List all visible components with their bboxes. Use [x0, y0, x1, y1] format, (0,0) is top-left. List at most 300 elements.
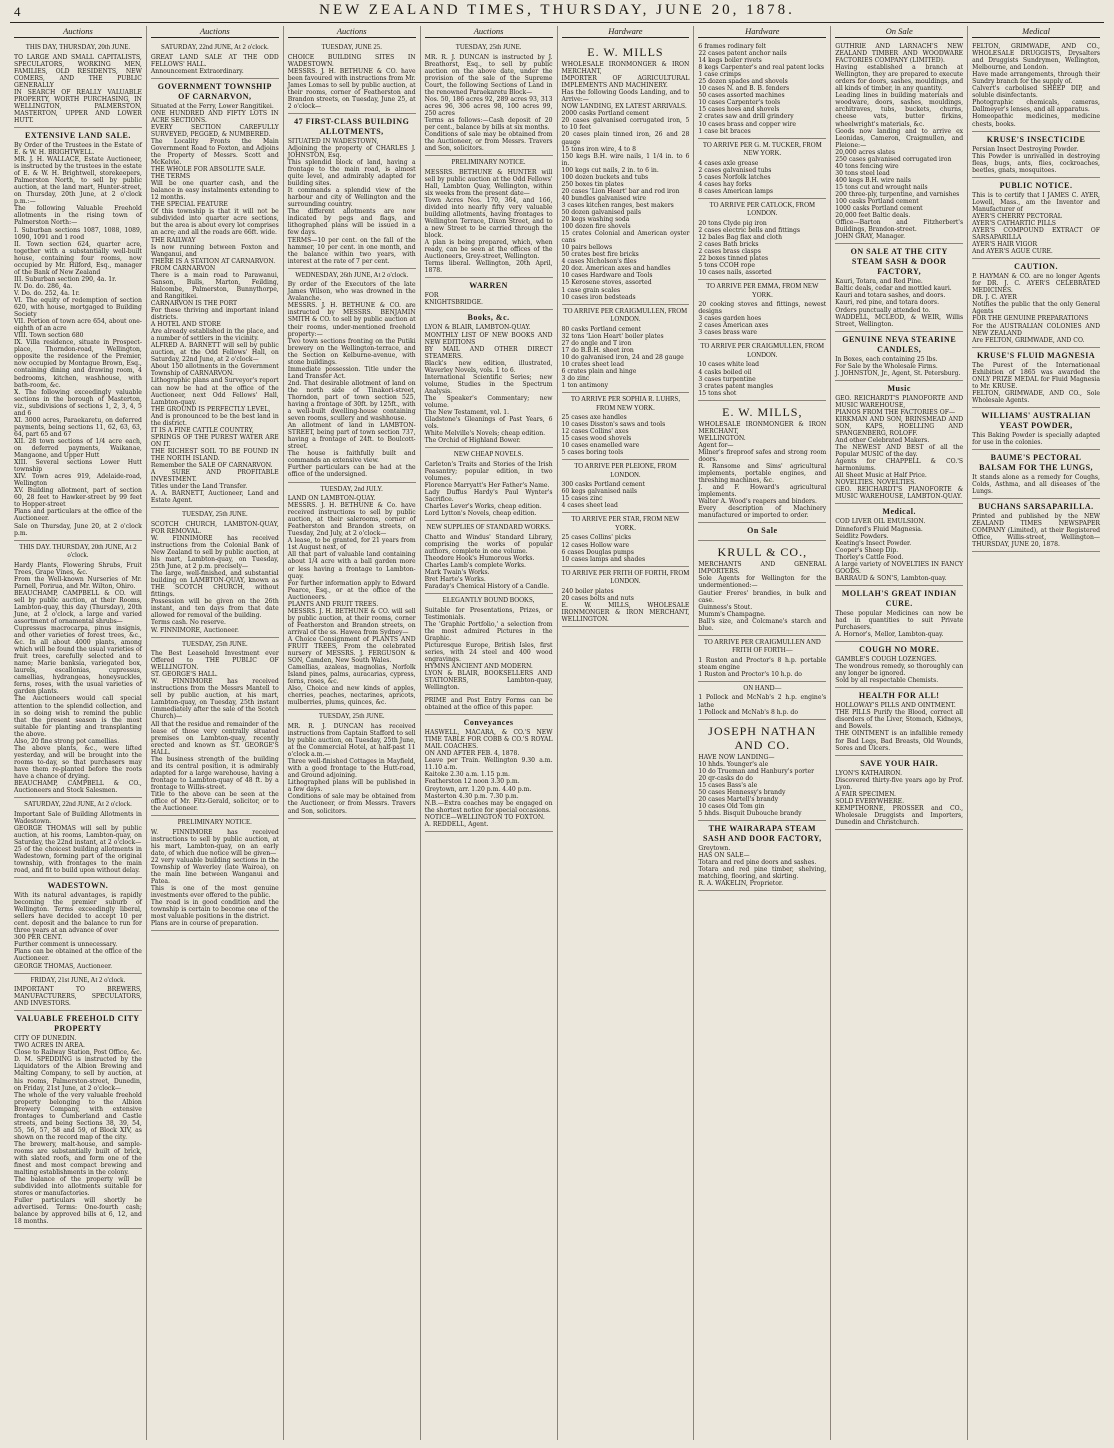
ad-text-line: Also, 20 fine strong pot camellias. — [14, 737, 120, 745]
ad-text-line: 50 dozen galvanised pails — [561, 208, 642, 216]
ad-text-line: Lady Duffus Hardy's Paul Wynter's Sacrifice. — [424, 488, 553, 503]
ad-text-line: 10 cases nails, assorted — [698, 269, 772, 277]
ad-text-line: MONTHLY LIST OF NEW BOOKS AND NEW EDITIONS — [424, 331, 553, 346]
ad-text-line: GEORGE THOMAS, Auctioneer. — [14, 962, 113, 970]
ad-text-line: 100 dozen fire shovels — [561, 223, 631, 231]
ad-text-line: 25 dozen spades and shovels — [698, 78, 788, 86]
ad-text-line: Notifies the public that the only General Agents — [972, 301, 1100, 316]
ad-text-line: W. FINNIMORE has received instructions from the Messrs Mantell to sell by public auction, at his mart, Lambton-quay, on Tuesday, 25th instant (immediately after the sale of the Scotch Church)— — [150, 678, 279, 721]
ad-subheading: SATURDAY, 22nd JUNE, At 2 o'clock. — [160, 44, 269, 51]
ad-text-line: MR. R. J. DUNCAN is instructed by J. Breathorst, Esq., to sell by public auction on the above date, under the provision of the sale of the Supreme Court, the following Sections of Land in the renowned Paraekaretu Block— — [424, 53, 553, 96]
ad-subheading: TO ARRIVE PER EMMA, FROM NEW YORK. — [706, 283, 819, 299]
column-heading: Medical — [972, 26, 1100, 38]
ad-subheading: TUESDAY, 25th JUNE. — [318, 713, 385, 721]
ad-text-line: Immediate possession. Title under the Land Transfer Act. — [287, 365, 416, 380]
ad-title: THE WAIRARAPA STEAM SASH AND DOOR FACTORY, — [703, 824, 822, 844]
ad-text-line: 10 cases iron bedsteads — [561, 293, 636, 301]
ad-text-line: XIV. Town acres 919, Adelaide-road, Wellington — [14, 473, 142, 488]
ad-text-line: 1 Ruston and Proctor's 10 h.p. do — [698, 670, 802, 678]
ad-text-line: For the AUSTRALIAN COLONIES AND NEW ZEALAND — [972, 322, 1100, 337]
ad-text-line: NOVELTIES. NOVELTIES. — [835, 479, 917, 487]
ad-text-line: Walter A. Wood's reapers and binders. — [698, 498, 817, 506]
ad-text-line: D. M. SPEDDING is instructed by the Liquidators of the Albion Brewing and Malting Company, to sell by auction, at his rooms, Palmerston-street, Dunedin, on Friday, 21st June, at 2 o'clock— — [14, 1056, 142, 1092]
ad-text-line: From the Well-known Nurseries of Mr. Parnell, Porirua, and Mr. Wilton, Ohiro. — [14, 575, 142, 590]
advertisement — [425, 594, 553, 695]
advertisement — [972, 450, 1100, 499]
advertisement — [835, 332, 963, 381]
ad-text-line: HOLLOWAY'S PILLS AND OINTMENT. — [835, 702, 956, 710]
ad-text-line: AYER'S HAIR VIGOR — [972, 241, 1038, 249]
column-5 — [558, 26, 695, 1440]
ad-text-line: Dinneford's Fluid Magnesia. — [835, 525, 923, 533]
ad-text-line: 14 kegs boiler rivets — [698, 57, 762, 65]
advertisement — [288, 269, 416, 483]
column-7 — [831, 26, 968, 1440]
column-heading: Hardware — [698, 26, 826, 38]
advertisement — [972, 499, 1100, 552]
ad-text-line: JOHN GRAY, Manager. — [835, 233, 906, 241]
ad-text-line: IX. Villa residence, situate in Prospect-place, Thorndon-road, Wellington, opposite the residence of the Premier, now occupied by Montague Brown, Esq., containing dining and drawing room, 4 bedrooms, kitchen, washhouse, with bath-room, &c. — [14, 339, 142, 389]
ad-text-line: MESSRS. J. H. BETHUNE & Co. have received instructions to sell by public auction, at their salerooms, corner of Featherston and Brandon streets, on Tuesday, 2nd July, at 2 o'clock— — [287, 502, 416, 538]
ad-text-line: The road is in good condition and the township is certain to become one of the most valuable positions in the district. — [150, 899, 279, 921]
ad-text-line: TO LARGE AND SMALL CAPITALISTS, SPECULATORS, WORKING MEN, FAMILIES, OLD RESIDENTS, NEW COMERS, AND THE PUBLIC GENERALLY — [14, 53, 142, 89]
ad-text-line: This is to certify that I JAMES C. AYER, Lowell, Mass., am the Inventor and Manufacturer of — [972, 191, 1100, 213]
ad-text-line: The following Valuable Freehold allotments in the rising town of Palmerston North:— — [14, 205, 142, 227]
ad-subheading: TO ARRIVE PER G. M. TUCKER, FROM NEW YORK. — [702, 141, 822, 158]
ad-text-line: 20 cases Martell's brandy — [698, 795, 779, 803]
ad-text-line: 1 Ruston and Proctor's 8 h.p. portable steam engine — [698, 656, 827, 671]
ad-subheading: TO ARRIVE PER CRAIGMULLEN, FROM LONDON. — [700, 343, 825, 359]
advertisement — [698, 41, 826, 139]
ad-text-line: A lease, to be granted, for 21 years from 1st August next, of — [287, 537, 416, 552]
ad-text-line: Camellias, azaleas, magnolias, Norfolk Island pines, palms, auracarias, cypress, ferns, roses, &c. — [287, 664, 416, 686]
ad-text-line: Lithographed plans will be published in a few days. — [287, 779, 416, 794]
ad-title: CAUTION. — [1014, 262, 1058, 272]
ad-text-line: The NEWEST AND BEST of all the Popular MUSIC of the day. — [835, 444, 964, 459]
ad-text-line: Close to Railway Station, Post Office, &c. — [14, 1049, 142, 1057]
ad-text-line: 4 cases axle grease — [698, 159, 759, 167]
ad-text-line: 1 case bit braces — [698, 127, 751, 135]
ad-text-line: 3 cases brass ware — [698, 329, 758, 337]
advertisement — [151, 638, 279, 817]
ad-text-line: 20 cooking stoves and fittings, newest designs — [698, 301, 827, 316]
ad-text-line: COD LIVER OIL EMULSION. — [835, 518, 926, 526]
ad-subheading: PRELIMINARY NOTICE. — [451, 159, 526, 167]
ad-subheading: TO ARRIVE PER FRITH OF FORTH, FROM LONDON. — [561, 569, 690, 586]
ad-text-line: There is a main road to Parawanui, Sanson, Bulls, Marton, Feilding, Halcombe, Palmerston, Bunnythorpe, and Rangitikei. — [150, 271, 279, 300]
ad-text-line: Faraday's Chemical History of a Candle. — [424, 582, 550, 590]
ad-text-line: AYER'S CHERRY PECTORAL — [972, 212, 1062, 220]
ad-text-line: It commands a splendid view of the harbour and city of Wellington and the surrounding country. — [287, 187, 416, 209]
advertisement — [698, 340, 826, 400]
ad-text-line: 2 cases brass clasps — [698, 248, 761, 256]
ad-text-line: A SURE AND PROFITABLE INVESTMENT. — [150, 469, 279, 484]
ad-text-line: Goods now landing and to arrive ex Leonidas, Cameron, Craigmullen, and Pleione:— — [835, 127, 964, 149]
ad-text-line: 1 Pollock and McNab's 2 h.p. engine's lathe — [698, 694, 827, 709]
ad-text-line: 1 case grain scales — [561, 286, 621, 294]
ad-text-line: Homeopathic medicines, medicine chests, books. — [972, 113, 1100, 128]
ad-text-line: Mumm's Champagne. — [698, 610, 766, 618]
ad-text-line: THE PILLS Purify the Blood, correct all disorders of the Liver, Stomach, Kidneys, and Bowels. — [835, 709, 964, 731]
ad-text-line: The business strength of the building and its central position, it is admirably adapted for a large warehouse, having a frontage to Lambton-quay of 48 ft. by a frontage to Willis-street. — [150, 755, 279, 791]
ad-text-line: Persian Insect Destroying Powder. — [972, 145, 1079, 153]
ad-title: BUCHANS SARSAPARILLA. — [978, 502, 1094, 512]
ad-text-line: Will be one quarter cash, and the balance in easy instalments extending to 12 months. — [150, 180, 279, 202]
ad-text-line: Town Acres Nos. 170, 364, and 166, divided into nearly fifty very valuable building allotments, having frontages to Wellington Terrace, Dixon Street, and to a new Street to be carried through the block. — [424, 196, 553, 240]
ad-text-line: The brewery, malt-house, and sample-rooms are substantially built of brick, with slated roofs, and form one of the finest and most compact brewing and malting establishments in the colony. — [14, 1140, 142, 1177]
ad-subheading: TUESDAY, 25th JUNE. — [181, 640, 248, 648]
ad-text-line: Charles Lever's Works, cheap edition. — [424, 503, 542, 511]
ad-text-line: For these thriving and important inland districts. — [150, 307, 279, 322]
ad-text-line: 20,000 acres slates — [835, 148, 896, 156]
ad-text-line: A Choice Consignment of PLANTS AND FRUIT TREES, From the celebrated nursery of MESSRS. J. FERGUSON & SON, Camden, New South Wales. — [287, 635, 416, 665]
ad-text-line: THE RAILWAY — [150, 236, 196, 244]
ad-text-line: 3 crates patent mangles — [698, 382, 774, 390]
ad-text-line: 15 tons shot — [698, 389, 737, 397]
ad-title: GENUINE NEVA STEARINE CANDLES, — [842, 334, 957, 354]
ad-text-line: Baltic deals, cedar and mottled kauri. — [835, 285, 952, 293]
ad-text-line: GEO. REICHARDT'S PIANOFORTE & MUSIC WAREHOUSE, LAMBTON-QUAY. — [835, 486, 964, 501]
ad-text-line: 50 crates best fire bricks — [561, 251, 639, 259]
ad-title: SAVE YOUR HAIR. — [860, 758, 939, 768]
ad-text-line: Masterton 4.30 p.m. 7.30 p.m. — [424, 792, 519, 800]
ad-text-line: The Best Leasehold Investment ever Offered to THE PUBLIC OF WELLINGTON. — [150, 650, 279, 672]
advertisement — [151, 41, 279, 79]
advertisement — [425, 521, 553, 594]
ad-text-line: These popular Medicines can now be had in quantities to suit Private Purchasers. — [835, 609, 964, 631]
ad-text-line: BY MAIL AND OTHER DIRECT STEAMERS. — [424, 345, 553, 360]
ad-title: Medical. — [882, 507, 916, 517]
ad-text-line: N.B.—Extra coaches may be engaged on the shortest notice for special occasions. — [424, 799, 553, 814]
ad-text-line: 2 cases American axes — [698, 322, 769, 330]
ad-text-line: Every description of Machinery manufactured or imported to order. — [698, 505, 827, 520]
ad-text-line: Hardy Plants, Flowering Shrubs, Fruit Trees, Grape Vines, &c. — [14, 561, 142, 576]
advertisement — [972, 178, 1100, 259]
advertisement — [835, 756, 963, 830]
ad-text-line: Is now running between Foxton and Wanganui, and — [150, 243, 279, 258]
ad-text-line: III. Suburban section 290, 4a. 1r. — [14, 275, 117, 283]
ad-text-line: 12 bales Bag flax and cloth — [698, 233, 783, 241]
advertisement — [698, 636, 826, 682]
ad-text-line: MESSRS. J. H. BETHUNE & CO. will sell by public auction, at their rooms, corner of Featherston and Brandon streets, on arrival of the ss. Hawea from Sydney— — [287, 607, 416, 636]
ad-text-line: FELTON, GRIMWADE, AND CO., Sole Wholesale Agents. — [972, 389, 1100, 404]
ad-text-line: FOR THE GENUINE PREPARATIONS — [972, 315, 1089, 323]
page-number: 4 — [14, 4, 21, 19]
ad-title: KRUSE'S INSECTICIDE — [986, 134, 1086, 144]
ad-text-line: Mark Twain's Works. — [424, 568, 490, 576]
ad-text-line: 15 tons iron wire, 4 to 8 — [561, 145, 636, 153]
ad-text-line: Seidlitz Powders. — [835, 532, 889, 540]
ad-text-line: 10 cases Hardware and Tools — [561, 272, 653, 280]
ad-text-line: Totara and red pine timber, shelving, matching, flooring, and skirting. — [698, 866, 827, 881]
ad-text-line: 2000 casks Portland cement — [561, 110, 649, 118]
ad-text-line: MESSRS. J. H. BETHUNE & CO. are instructed by MESSRS. BENJAMIN SMITH & CO. to sell by public auction at their rooms, under-mentioned freehold property:— — [287, 302, 416, 338]
ad-text-line: IV. Do. do. 286, 4a. — [14, 282, 73, 290]
column-4 — [421, 26, 558, 1440]
ad-subheading: TUESDAY, 25th JUNE. — [181, 511, 248, 519]
ad-text-line: Title to the above can be seen at the office of Mr. Fitz-Gerald, solicitor, or to the Auctioneer. — [150, 791, 279, 813]
ad-text-line: The wondrous remedy, so thoroughly can any longer be ignored. — [835, 663, 964, 678]
ad-text-line: THE WHOLE FOR ABSOLUTE SALE. — [150, 166, 266, 174]
ad-text-line: XI. 3000 acres, Paraekaretu, on deferred payments, being sections 11, 62, 63, 63, 64, part 65 and 67 — [14, 416, 142, 438]
ad-display-title: KRULL & CO., — [717, 545, 808, 560]
ad-text-line: Kauri, red pine, and totara doors. — [835, 299, 940, 307]
ad-text-line: Agent for— — [698, 441, 734, 449]
ad-text-line: 15 cases hoes and shovels — [698, 106, 780, 114]
ad-text-line: The balance of the property will be subdivided into allotments suitable for stores or manufactories. — [14, 1176, 142, 1198]
ad-text-line: Keating's Insect Powder. — [835, 539, 912, 547]
advertisement — [972, 408, 1100, 450]
ad-text-line: 4 cases sheet lead — [561, 502, 618, 510]
advertisement — [288, 483, 416, 711]
ad-display-title: E. W. MILLS — [587, 45, 664, 59]
advertisement — [835, 41, 963, 244]
ad-text-line: 12 cases Collins' axes — [561, 428, 629, 436]
ad-text-line: With its natural advantages, is rapidly becoming the premier suburb of Wellington. Terms exceedingly liberal, sellers have decided to accept 10 per cent. deposit and the balance to run for three years at an advance of over — [14, 892, 142, 935]
ad-subheading: TUESDAY, 2nd JULY. — [320, 485, 383, 493]
advertisement — [425, 448, 553, 521]
ad-text-line: 400 kegs B.H. wire nails — [835, 176, 911, 184]
ad-text-line: VI. The equity of redemption of section 620, with house, mortgaged to Building Society — [14, 297, 142, 319]
ad-text-line: 10 cases Old Tom gin — [698, 802, 765, 810]
advertisement — [835, 642, 963, 688]
ad-text-line: R. A. WAKELIN, Proprietor. — [698, 880, 784, 888]
advertisement — [14, 41, 142, 128]
ad-text-line: It stands alone as a remedy for Coughs, Colds, Asthma, and all diseases of the Lungs. — [972, 474, 1100, 496]
ad-text-line: A. REDDELL, Agent. — [424, 820, 489, 828]
ad-text-line: Possession will be given on the 26th instant, and ten days from that date allowed for removal of the building. — [150, 598, 279, 620]
ad-text-line: 1 Pollock and McNab's 8 h.p. do — [698, 708, 798, 716]
ad-text-line: 12 cases Hollow ware — [561, 541, 630, 549]
ad-text-line: Sole Agents for Wellington for the undermentioned:— — [698, 575, 827, 590]
ad-text-line: A. A. BARNETT, Auctioneer, Land and Estate Agent. — [150, 490, 279, 505]
ad-text-line: Black's new edition, illustrated, Waverley Novels, vols. 1 to 6. — [424, 359, 553, 374]
column-heading: Auctions — [14, 26, 142, 38]
ad-text-line: Theodore Hook's Humorous Works. — [424, 554, 535, 562]
ad-text-line: 22 boxes tinned plates — [698, 255, 769, 263]
ad-text-line: 100 dozen buckets and tubs — [561, 173, 649, 181]
ad-text-line: CHOICE BUILDING SITES IN WADESTOWN. — [287, 53, 416, 68]
advertisement — [972, 132, 1100, 178]
ad-text-line: Have made arrangements, through their Sundry branch for the supply of. — [972, 71, 1100, 86]
ad-text-line: KNIGHTSBRIDGE. — [424, 299, 483, 307]
ad-text-line: SPRINGS OF THE PUREST WATER ARE ON IT. — [150, 433, 279, 448]
ad-text-line: 25 cases axe handles — [561, 414, 627, 422]
ad-subheading: THIS DAY, THURSDAY, 20th JUNE. — [25, 44, 131, 51]
ad-text-line: 10 pairs bellows — [561, 244, 613, 252]
ad-text-line: 30 tons steel lead — [835, 169, 890, 177]
advertisement — [425, 41, 553, 156]
ad-text-line: 10 do galvanised iron, 24 and 28 gauge — [561, 353, 684, 361]
advertisement — [14, 541, 142, 799]
ad-text-line: 25 of the choicest building allotments in Wadestown, forming part of the original township, with frontages to the main road, and fit to build upon without delay. — [14, 845, 142, 875]
ad-subheading: TUESDAY, JUNE 25. — [321, 44, 382, 51]
ad-text-line: 150 kegs B.H. wire nails, 1 1/4 in. to 6 in. — [561, 152, 690, 167]
ad-title: PUBLIC NOTICE. — [999, 180, 1073, 190]
ad-text-line: HYMNS ANCIENT AND MODERN. — [424, 662, 533, 670]
ad-text-line: 32 tons 'Lion Heart' boiler plates — [561, 332, 664, 340]
ad-text-line: Conditions of sale may be obtained from the Auctioneer, or from Messrs. Travers and Son, solicitors. — [424, 131, 553, 153]
ad-text-line: MERCHANTS AND GENERAL IMPORTERS. — [698, 561, 827, 576]
masthead-rule — [10, 22, 1104, 23]
ad-text-line: The Purest of the Internationaal Exhibition of 1865 was awarded the ONLY PRIZE MEDAL for Fluid Magnesia to Mr. KRUSE. — [972, 361, 1100, 390]
advertisement — [562, 305, 690, 393]
ad-text-line: 15 tons cut and wrought nails — [835, 183, 928, 191]
advertisement — [698, 523, 826, 541]
ad-title: COUGH NO MORE. — [859, 645, 940, 655]
ad-text-line: 25 cases Collins' picks — [561, 534, 631, 542]
ad-text-line: About 150 allotments in the Government Township of CARNARVON. — [150, 363, 279, 378]
ad-text-line: 22 very valuable building sections in the Township of Waverley (late Wairoa), on the main line between Wanganui and Patea. — [150, 856, 279, 885]
ad-text-line: 60 kegs galvanised nails — [561, 488, 638, 496]
ad-text-line: 10 cases lamps and shades — [561, 555, 646, 563]
ad-text-line: HAS ON SALE— — [698, 852, 750, 860]
ad-text-line: 40 bundles galvanised wire — [561, 194, 647, 202]
ad-text-line: Orders punctually attended to. — [835, 306, 931, 314]
ad-title: 47 FIRST-CLASS BUILDING ALLOTMENTS, — [294, 116, 410, 136]
ad-title: GOVERNMENT TOWNSHIP OF CARNARVON, — [157, 81, 272, 101]
ad-text-line: J. and F. Howard's agricultural implements. — [698, 484, 827, 499]
ad-text-line: SITUATED IN WADESTOWN, — [287, 137, 379, 145]
ad-text-line: Thorley's Cattle Food. — [835, 553, 904, 561]
ad-text-line: 3 cases garden hoes — [698, 315, 762, 323]
ad-text-line: BEAUCHAMP, CAMPBELL & CO., Auctioneers and Stock Salesmen. — [14, 780, 142, 795]
ad-text-line: 5 hhds. Bisquit Dubouche brandy — [698, 809, 802, 817]
ad-text-line: 6 frames rodinary felt — [698, 43, 766, 50]
ad-text-line: 20 cases 'Lion Heart' bar and rod iron — [561, 187, 680, 195]
ad-text-line: GEORGE THOMAS will sell by public auction, at his rooms, Lambton-quay, on Saturday, the 22nd instant, at 2 o'clock— — [14, 824, 142, 846]
ad-text-line: FELTON, GRIMWADE, AND CO., WHOLESALE DRUGGISTS, Drysalters and Druggists Sundrymen, Wellington, Melbourne, and London. — [972, 43, 1100, 72]
ad-text-line: MESSRS. J. H. BETHUNE & CO. have been favoured with instructions from Mr. James Lomas to sell by public auction, at their rooms, corner of Featherston and Brandon streets, on Tuesday, June 25, at 2 o'clock— — [287, 67, 416, 110]
ad-text-line: 20 tons Clyde pig iron — [698, 219, 767, 227]
ad-text-line: 10 do Trueman and Hanbury's porter — [698, 767, 814, 775]
ad-text-line: Guinness's Stout. — [698, 603, 753, 611]
ad-text-line: Nos. 50, 186 acres 92, 289 acres 93, 313 acres 96, 306 acres 98, 100 acres 99, 250 acres — [424, 95, 553, 117]
advertisement — [14, 1011, 142, 1229]
ad-text-line: 4 casks boiled oil — [698, 368, 752, 376]
ad-subheading: TO ARRIVE PER CRAIGMULLEN, FROM LONDON. — [563, 307, 688, 324]
ad-text-line: ON AND AFTER FEB. 4, 1878. — [424, 750, 520, 758]
ad-text-line: And is pronounced to be the best land in the district. — [150, 412, 279, 427]
ad-text-line: SOLD EVERYWHERE. — [835, 797, 905, 805]
ad-text-line: W. FINNIMORE, Auctioneer. — [150, 626, 239, 634]
ad-text-line: Kaitoke 2.30 a.m. 1.15 p.m. — [424, 771, 510, 779]
ad-text-line: 10 cases white lead — [698, 361, 760, 369]
ad-text-line: LAND ON LAMBTON-QUAY. — [287, 495, 376, 503]
ad-text-line: 10 crates sheet lead — [561, 360, 625, 368]
ad-text-line: MESSRS. BETHUNE & HUNTER will sell by public auction at the Odd Fellows' Hall, Lambton Quay, Wellington, within six weeks from the present date— — [424, 168, 553, 197]
ad-text-line: IMPORTER OF AGRICULTURAL IMPLEMENTS AND MACHINERY. — [561, 75, 690, 90]
masthead — [0, 0, 1114, 22]
page-columns — [10, 26, 1104, 1440]
ad-text-line: GAMBLE'S COUGH LOZENGES. — [835, 656, 937, 664]
ad-text-line: PIANOS FROM THE FACTORIES OF— — [835, 408, 956, 416]
ad-text-line: Totara and red pine doors and sashes. — [698, 859, 817, 867]
column-6 — [694, 26, 831, 1440]
advertisement — [14, 798, 142, 878]
advertisement — [698, 682, 826, 720]
ad-text-line: The Locality Fronts the Main Government Road to Foxton, and Adjoins the Property of Messrs. Scott and McKelvie. — [150, 137, 279, 167]
ad-text-line: 1 case crimps — [698, 71, 741, 79]
ad-text-line: 300 PER CENT. — [14, 934, 63, 942]
advertisement — [835, 504, 963, 585]
ad-subheading: WEDNESDAY, 26th JUNE, At 2 o'clock. — [295, 271, 409, 279]
ad-text-line: VIII. Town section 680 — [14, 332, 84, 340]
ad-text-line: And other Celebrated Makers. — [835, 437, 930, 445]
advertisement — [14, 974, 142, 1012]
ad-text-line: Charles Lamb's complete Works. — [424, 561, 526, 569]
advertisement — [425, 715, 553, 832]
ad-text-line: Are already established in the place, and a number of settlers in the vicinity. — [150, 328, 279, 343]
ad-text-line: Situated at the Ferry, Lower Rangitikei. — [150, 102, 274, 110]
ad-subheading: TO ARRIVE PER CRAIGMULLEN AND FRITH OF FORTH— — [703, 638, 821, 655]
ad-text-line: Leave per Train. Wellington 9.30 a.m. 11.10 a.m. — [424, 757, 553, 772]
ad-text-line: 20 kegs washing soda — [561, 216, 630, 224]
ad-text-line: E. W. MILLS, WHOLESALE IRONMONGER & IRON MERCHANT, WELLINGTON. — [561, 601, 690, 623]
ad-text-line: 10 cases N. and B. B. fenders — [698, 85, 790, 93]
ad-text-line: Office—Barton and Fitzherbert's Buildings, Brandon-street. — [835, 219, 964, 234]
advertisement — [151, 816, 279, 931]
ad-text-line: XV. Building allotment, part of section 60, 28 feet to Hawker-street by 99 feet to Hopper-street — [14, 487, 142, 509]
ad-text-line: Greytown. — [698, 845, 731, 853]
ad-text-line: AYER'S COMPOUND EXTRACT OF SARSAPARILLA — [972, 226, 1100, 242]
ad-text-line: International Scientific Series; new volume, Studies in the Spectrum Analysis. — [424, 373, 553, 395]
ad-text-line: Having established a branch at Wellington, they are prepared to execute orders for doors, sashes, mouldings, and all kinds of timber, in any quantity. — [835, 64, 964, 93]
ad-text-line: 2 cases electric bells and fittings — [698, 226, 800, 234]
ad-text-line: 200 three-ply, turpentine, and varnishes — [835, 190, 960, 198]
ad-text-line: 240 boiler plates — [561, 587, 614, 595]
ad-text-line: The above plants, &c., were lifted yesterday, and will be brought into the rooms to-day, so that purchasers may have them re-planted before the roots have a chance of drying. — [14, 744, 142, 780]
ad-text-line: LYON'S KATHAIRON. — [835, 769, 903, 777]
ad-text-line: 6 cases Douglas pumps — [561, 548, 634, 556]
ad-subheading: NEW SUPPLIES OF STANDARD WORKS. — [426, 524, 551, 532]
ad-text-line: Gladstone's Gleanings of Past Years, 6 vols. — [424, 416, 553, 431]
ad-text-line: TERMS—10 per cent. on the fall of the hammer, 10 per cent. in one month, and the balance within two years, with interest at the rate of 7 per cent. — [287, 236, 416, 265]
ad-text-line: A FAIR SPECIMEN. — [835, 790, 896, 798]
ad-title: On Sale — [747, 526, 778, 536]
ad-title: KRUSE'S FLUID MAGNESIA — [976, 350, 1096, 360]
ad-text-line: Adjoining the property of CHARLES J. JOHNSTON, Esq. — [287, 144, 416, 159]
ad-text-line: Kauri, Totara, and Red Pine. — [835, 278, 923, 286]
advertisement — [562, 393, 690, 460]
ad-text-line: LYON & BLAIR, BOOKSELLERS AND STATIONERS, Lambton-quay, Wellington. — [424, 669, 553, 692]
ad-text-line: 3 do zinc — [561, 374, 590, 382]
column-heading: On Sale — [835, 26, 963, 38]
ad-text-line: W. FINNIMORE has received instructions from the Colonial Bank of New Zealand to sell by public auction, at his mart, Lambton-quay, on Tuesday, 25th June, at 2 p.m. precisely— — [150, 534, 279, 571]
ad-title: MOLLAH'S GREAT INDIAN CURE. — [841, 588, 957, 608]
ad-text-line: II. Town section 624, quarter acre, together with a substantially well-built house, containing four rooms, now occupied by Mr. Hilford, Esq., manager of the Bank of New Zealand — [14, 240, 142, 276]
ad-text-line: BARRAUD & SON'S, Lambton-quay. — [835, 574, 947, 582]
advertisement — [835, 586, 963, 642]
ad-text-line: Titles under the Land Transfer. — [150, 483, 248, 491]
ad-text-line: Conditions of sale may be obtained from the Auctioneer, or from Messrs. Travers and Son, solicitors. — [287, 793, 416, 815]
ad-text-line: Bret Harte's Works. — [424, 575, 486, 583]
ad-text-line: This Powder is unrivalled in destroying fleas, bugs, ants, flies, cockroaches, beetles, gnats, mosquitoes. — [972, 152, 1100, 174]
ad-text-line: Picturesque Europe, British Isles, first series, with 24 steel and 400 wood engravings. — [424, 641, 553, 663]
ad-subheading: TO ARRIVE PER SOPHIA R. LUHRS, FROM NEW YORK. — [570, 396, 681, 412]
advertisement — [562, 513, 690, 566]
column-8 — [968, 26, 1104, 1440]
ad-text-line: 250 cases galvanised corrugated iron — [835, 155, 952, 163]
ad-text-line: 80 casks Portland cement — [561, 325, 642, 333]
ad-text-line: 15 cases zinc — [561, 495, 603, 503]
ad-text-line: 2nd. That desirable allotment of land on the north side of Tinakori-street, Thorndon, part of town section 525, having a frontage of 30ft. by 125ft., with a well-built dwelling-house containing seven rooms, scullery and washhouse. — [287, 379, 416, 423]
ad-text-line: 5 tons CCOH rope — [698, 262, 755, 270]
advertisement — [698, 199, 826, 280]
advertisement — [151, 508, 279, 637]
ad-text-line: A plan is being prepared, which, when ready, can be seen at the offices of the Auctioneers, Grey-street, Wellington. — [424, 239, 553, 261]
ad-text-line: Gautier Freres' brandies, in bulk and case. — [698, 589, 827, 604]
